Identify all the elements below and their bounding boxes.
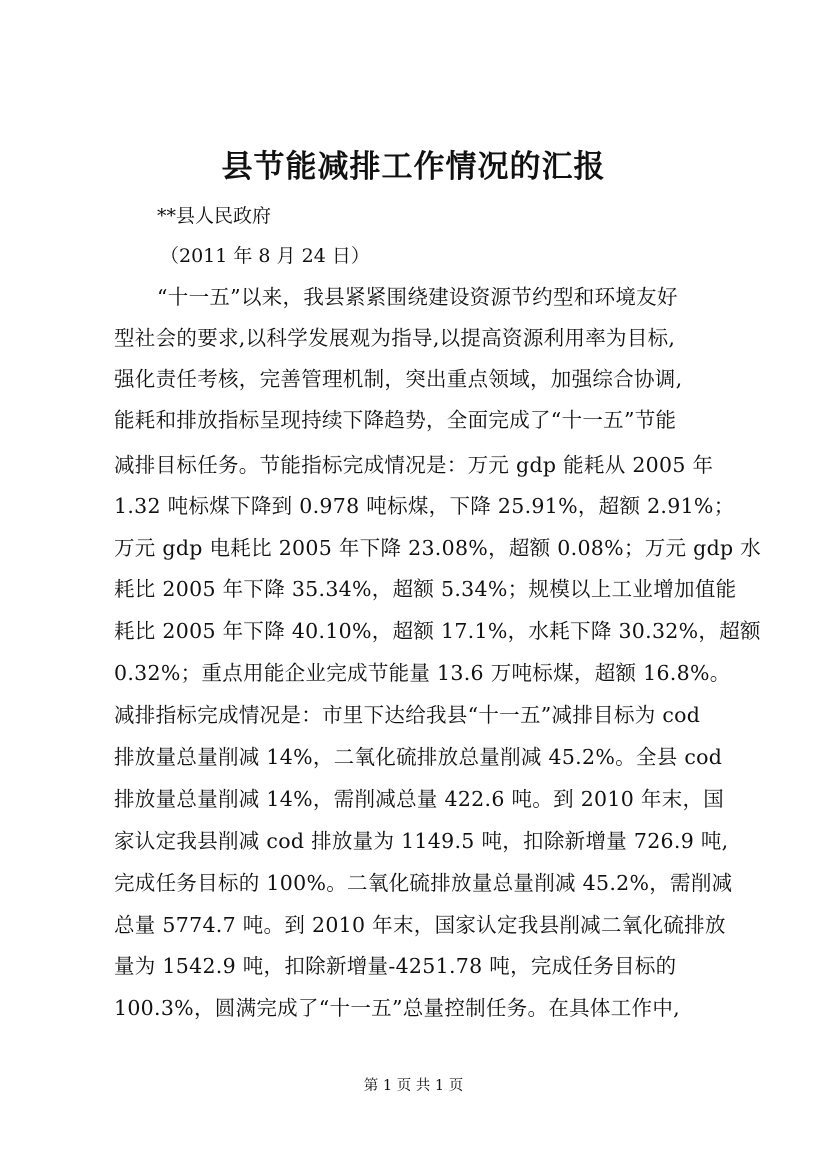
body-line: 耗比 2005 年下降 40.10%，超额 17.1%，水耗下降 30.32%，超额: [114, 619, 761, 643]
body-line: 耗比 2005 年下降 35.34%，超额 5.34%；规模以上工业增加值能: [114, 577, 737, 601]
body-line: 排放量总量削减 14%，二氧化硫排放总量削减 45.2%。全县 cod: [114, 745, 723, 769]
document-author: **县人民政府: [157, 205, 272, 227]
body-line: 0.32%；重点用能企业完成节能量 13.6 万吨标煤，超额 16.8%。: [114, 661, 731, 685]
body-line: 完成任务目标的 100%。二氧化硫排放量总量削减 45.2%，需削减: [114, 871, 733, 895]
body-line: 型社会的要求,以科学发展观为指导,以提高资源利用率为目标,: [114, 326, 676, 350]
body-line: 家认定我县削减 cod 排放量为 1149.5 吨，扣除新增量 726.9 吨,: [114, 829, 729, 853]
body-line: 排放量总量削减 14%，需削减总量 422.6 吨。到 2010 年末，国: [114, 787, 725, 811]
body-line: 总量 5774.7 吨。到 2010 年末，国家认定我县削减二氧化硫排放: [114, 913, 726, 937]
body-line: 万元 gdp 电耗比 2005 年下降 23.08%，超额 0.08%；万元 gdp 水: [114, 536, 762, 560]
body-line: 100.3%，圆满完成了“十一五”总量控制任务。在具体工作中,: [114, 996, 680, 1020]
body-line: 能耗和排放指标呈现持续下降趋势，全面完成了“十一五”节能: [114, 408, 677, 432]
document-date: （2011 年 8 月 24 日）: [160, 245, 370, 267]
body-line: 减排目标任务。节能指标完成情况是：万元 gdp 能耗从 2005 年: [114, 453, 714, 477]
body-line: 量为 1542.9 吨，扣除新增量-4251.78 吨，完成任务目标的: [114, 954, 677, 978]
body-line: 减排指标完成情况是：市里下达给我县“十一五”减排目标为 cod: [114, 703, 701, 727]
body-line: 强化责任考核，完善管理机制，突出重点领域，加强综合协调,: [114, 367, 683, 391]
body-line: 1.32 吨标煤下降到 0.978 吨标煤，下降 25.91%，超额 2.91%；: [114, 494, 735, 518]
document-title: 县节能减排工作情况的汇报: [221, 149, 606, 185]
body-line: “十一五”以来，我县紧紧围绕建设资源节约型和环境友好: [157, 285, 678, 309]
page-number-footer: 第 1 页 共 1 页: [363, 1078, 464, 1094]
